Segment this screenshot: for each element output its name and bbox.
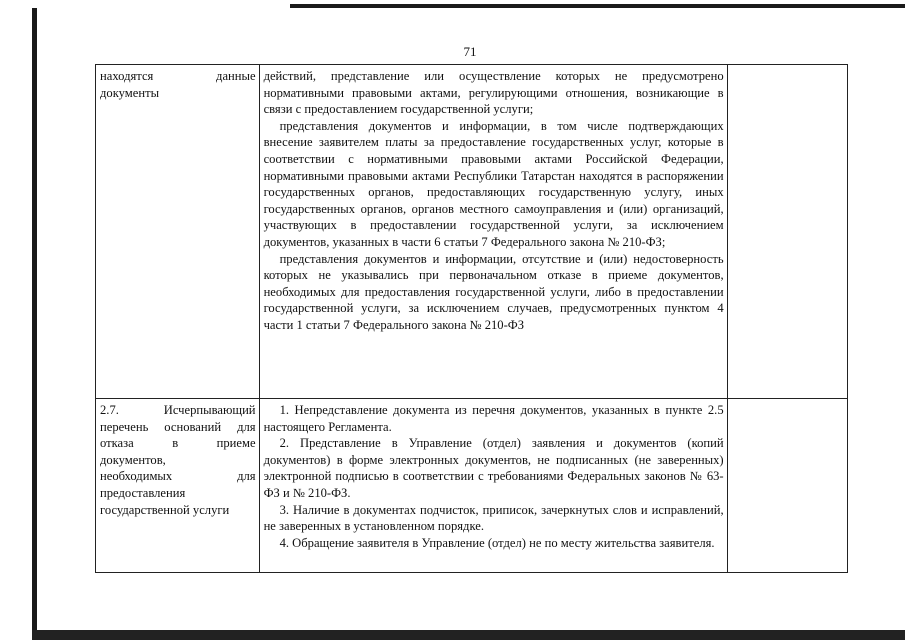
- row-content-cell: [259, 65, 727, 399]
- content-paragraph: 2. Представление в Управление (отдел) заявления и документов (копий документов) в форме электронных документов, не подписанных (не заверенных) электронной подписью в соответствии с требованиями Федеральных законов № 63-ФЗ и № 210-ФЗ.: [263, 436, 724, 500]
- page-number: 71: [463, 44, 477, 59]
- content-paragraph: представления документов и информации, отсутствие и (или) недостоверность которых не указывались при первоначальном отказе в приеме документов, необходимых для предоставления государственной услуги, либо в предоставлении государственной услуги, за исключением случаев, предусмотренных пунктом 4 части 1 статьи 7 Федерального закона № 210-ФЗ: [263, 251, 724, 332]
- content-paragraph: 1. Непредставление документа из перечня документов, указанных в пункте 2.5 настоящего Регламента.: [263, 403, 724, 434]
- regulation-table: [95, 64, 848, 573]
- row-label-line: находятся данные: [100, 69, 256, 83]
- row-note-cell: [727, 65, 847, 399]
- scan-border-top: [290, 4, 905, 8]
- row-label-line: необходимых для: [100, 469, 256, 484]
- table-row: [96, 65, 848, 399]
- content-paragraph: 3. Наличие в документах подчисток, приписок, зачеркнутых слов и исправлений, не заверенных в установленном порядке.: [263, 502, 724, 534]
- row-note-cell: [727, 399, 847, 573]
- scan-border-bottom: [32, 630, 905, 640]
- row-label-cell: [96, 399, 260, 573]
- row-label-line: документы: [100, 85, 160, 100]
- row-label-line: 2.7. Исчерпывающий: [100, 403, 256, 417]
- scan-border-left: [32, 8, 37, 632]
- content-paragraph: действий, представление или осуществление которых не предусмотрено нормативными правовыми актами, регулирующими отношения, возникающие в связи с предоставлением государственной услуги;: [263, 69, 724, 117]
- content-paragraph: представления документов и информации, в том числе подтверждающих внесение заявителем платы за предоставление государственных услуг, которые в соответствии с нормативными правовыми актами Российской Федерации, нормативными правовыми актами Республики Татарстан находятся в распоряжении государственных органов, предоставляющих государственную услугу, иных государственных органов, органов местного самоуправления и (или) организаций, участвующих в предоставлении государственной услуги, за исключением документов, указанных в части 6 статьи 7 Федерального закона № 210-ФЗ;: [263, 118, 724, 249]
- row-label-line: предоставления: [100, 485, 186, 500]
- row-label-line: документов,: [100, 452, 166, 467]
- row-label-line: перечень оснований для: [100, 419, 256, 434]
- row-content-cell: [259, 399, 727, 573]
- content-paragraph: 4. Обращение заявителя в Управление (отдел) не по месту жительства заявителя.: [279, 535, 715, 550]
- table-row: [96, 399, 848, 573]
- row-label-line: государственной услуги: [100, 502, 230, 517]
- row-label-line: отказа в приеме: [100, 436, 256, 451]
- row-label-cell: [96, 65, 260, 399]
